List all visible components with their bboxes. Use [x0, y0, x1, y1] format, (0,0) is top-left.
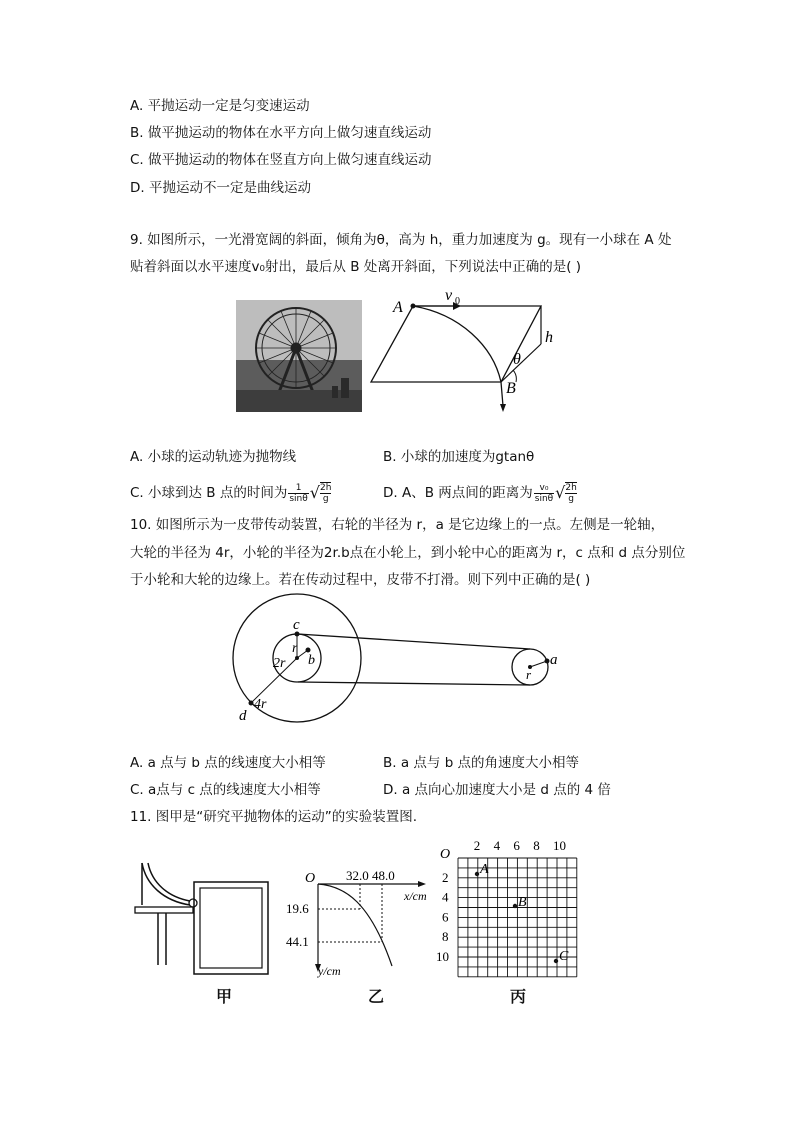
label-point-c: C	[559, 949, 569, 964]
q9-option-b: B. 小球的加速度为gtanθ	[383, 449, 535, 465]
fraction	[288, 483, 308, 504]
sqrt-denominator: g	[568, 494, 574, 504]
x-tick-label: 2	[473, 838, 481, 853]
q10-option-d: D. a 点向心加速度大小是 d 点的 4 倍	[383, 782, 611, 798]
label-2r: 2r	[273, 656, 286, 671]
y-tick-label: 8	[442, 929, 449, 945]
fraction	[534, 483, 554, 504]
q9-stem-line2: 贴着斜面以水平速度v₀射出，最后从 B 处离开斜面，下列说法中正确的是( )	[130, 259, 582, 275]
label-point-a: A	[480, 862, 489, 877]
label-origin: O	[305, 871, 316, 886]
point-b	[513, 904, 517, 908]
x-tick-label: 10	[553, 838, 566, 853]
label-b: B	[506, 380, 516, 397]
label-x2: 48.0	[372, 868, 395, 883]
q10-stem-line1: 10. 如图所示为一皮带传动装置，右轮的半径为 r，a 是它边缘上的一点。左侧是一轮轴，	[130, 517, 665, 533]
y-tick-label: 10	[436, 949, 449, 964]
frac-numerator: v₀	[534, 483, 554, 494]
x-tick-label: 8	[533, 838, 540, 853]
point-c	[554, 959, 558, 963]
q10-stem-line3: 于小轮和大轮的边缘上。若在传动过程中，皮带不打滑。则下列中正确的是( )	[130, 572, 591, 588]
label-v0-sub: 0	[455, 296, 460, 307]
q9-option-a: A. 小球的运动轨迹为抛物线	[130, 449, 297, 465]
point-a	[475, 872, 479, 876]
q8-option-c: C. 做平抛运动的物体在竖直方向上做匀速直线运动	[130, 152, 432, 168]
square-root: √ $\frac{2h}{g}$	[555, 483, 577, 504]
label-x1: 32.0	[346, 868, 369, 883]
sqrt-numerator: 2h	[319, 483, 332, 493]
y-tick-label: 4	[442, 889, 449, 905]
q10-option-b: B. a 点与 b 点的角速度大小相等	[383, 755, 580, 771]
q8-option-d: D. 平抛运动不一定是曲线运动	[130, 180, 311, 196]
trajectory-diagram	[286, 866, 435, 981]
incline-diagram	[365, 286, 565, 426]
label-4r: 4r	[254, 697, 267, 712]
y-tick-label: 6	[442, 909, 449, 925]
x-tick-label: 6	[513, 838, 520, 853]
label-d: d	[239, 708, 247, 724]
label-a: A	[393, 299, 403, 316]
label-point-b: B	[518, 895, 527, 910]
q11-stem: 11. 图甲是“研究平抛物体的运动”的实验装置图.	[130, 809, 418, 825]
frac-numerator: 1	[288, 483, 308, 494]
label-theta: θ	[513, 351, 521, 368]
label-b: b	[308, 653, 315, 668]
sqrt-denominator: g	[322, 494, 329, 504]
ferris-wheel-photo	[236, 300, 362, 412]
apparatus-diagram	[130, 855, 275, 980]
q8-option-a: A. 平抛运动一定是匀变速运动	[130, 98, 310, 114]
caption-bing: 丙	[510, 987, 527, 1006]
label-h: h	[545, 329, 553, 346]
q9-option-d-text: D. A、B 两点间的距离为	[383, 485, 533, 501]
belt-drive-diagram	[224, 600, 574, 730]
q10-stem-line2: 大轮的半径为 4r，小轮的半径为2r.b点在小轮上，到小轮中心的距离为 r，c 点和 d 点分别位	[130, 545, 686, 561]
x-tick-label: 4	[493, 838, 501, 853]
q9-option-d	[383, 482, 577, 504]
frac-denominator: sinθ	[289, 493, 308, 504]
label-x-axis: x/cm	[404, 889, 427, 903]
q9-option-c	[130, 482, 331, 504]
label-a: a	[550, 652, 558, 668]
q10-option-c: C. a点与 c 点的线速度大小相等	[130, 782, 321, 798]
frac-denominator: sinθ	[534, 493, 554, 504]
caption-jia: 甲	[216, 987, 233, 1006]
label-r: r	[292, 641, 298, 656]
label-v0: v	[445, 287, 453, 304]
label-r-right: r	[526, 667, 532, 682]
q10-option-a: A. a 点与 b 点的线速度大小相等	[130, 755, 326, 771]
label-y1: 19.6	[286, 901, 309, 916]
q9-stem-line1: 9. 如图所示，一光滑宽阔的斜面，倾角为θ，高为 h，重力加速度为 g。现有一小球在 A 处	[130, 232, 672, 248]
label-y-axis: y/cm	[318, 964, 341, 978]
caption-yi: 乙	[368, 987, 385, 1006]
grid-diagram	[430, 836, 610, 976]
q8-option-b: B. 做平抛运动的物体在水平方向上做匀速直线运动	[130, 125, 432, 141]
label-y2: 44.1	[286, 934, 309, 949]
label-c: c	[293, 617, 300, 633]
square-root: √ $\frac{2h}{g}$	[309, 483, 332, 504]
y-tick-label: 2	[442, 869, 449, 885]
sqrt-numerator: 2h	[565, 483, 577, 493]
label-origin: O	[440, 847, 451, 862]
q9-option-c-text: C. 小球到达 B 点的时间为	[130, 485, 288, 501]
